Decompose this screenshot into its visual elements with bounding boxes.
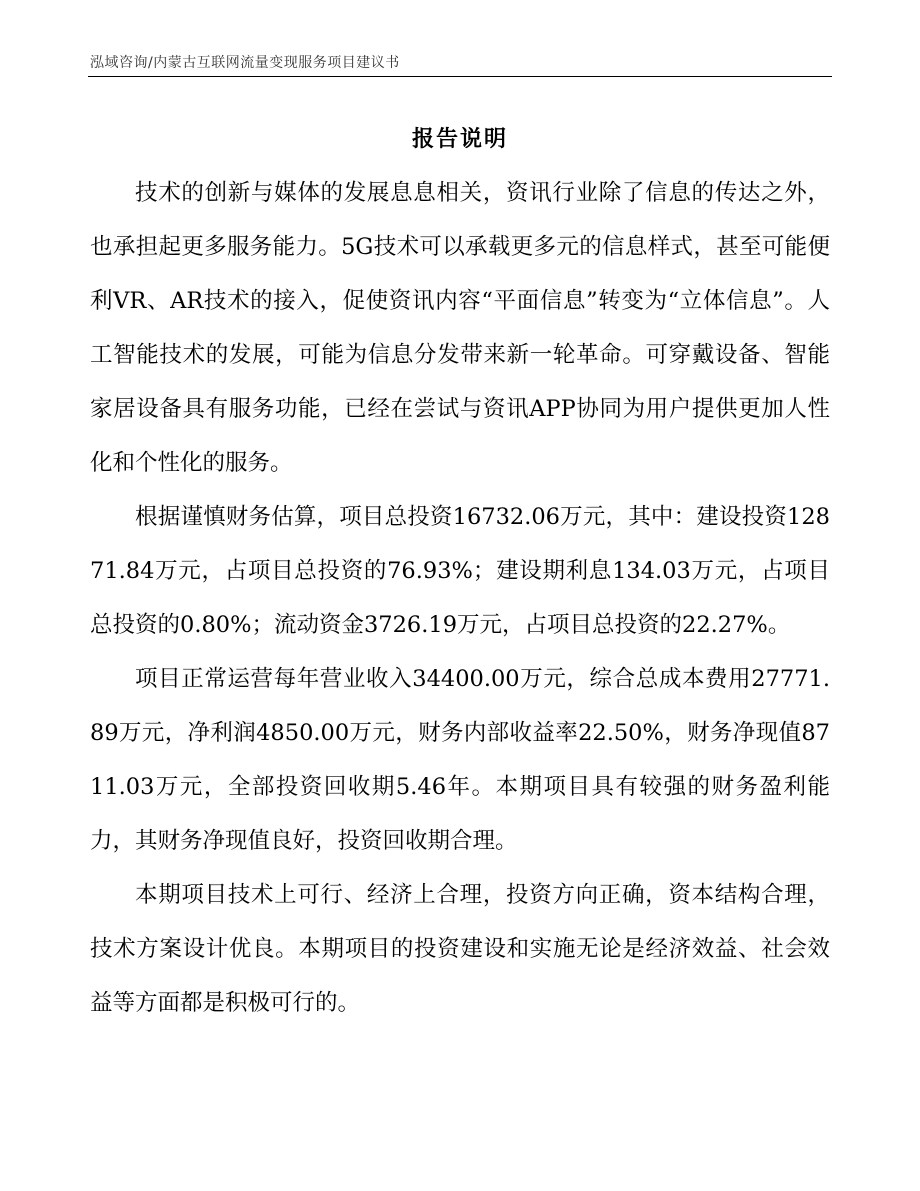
running-header: 泓域咨询/内蒙古互联网流量变现服务项目建议书 — [90, 55, 400, 71]
section-title: 报告说明 — [411, 126, 508, 152]
paragraph-intro: 技术的创新与媒体的发展息息相关，资讯行业除了信息的传达之外，也承担起更多服务能力。5G技术可以承载更多元的信息样式，甚至可能便利VR、AR技术的接入，促使资讯内容“平面信息”转变为“立体信息”。人工智能技术的发展，可能为信息分发带来新一轮革命。可穿戴设备、智能家居设备具有服务功能，已经在尝试与资讯APP协同为用户提供更加人性化和个性化的服务。 — [90, 180, 830, 476]
paragraph-revenue: 项目正常运营每年营业收入34400.00万元，综合总成本费用27771.89万元，净利润4850.00万元，财务内部收益率22.50%，财务净现值8711.03万元，全部投资回收期5.46年。本期项目具有较强的财务盈利能力，其财务净现值良好，投资回收期合理。 — [90, 666, 830, 854]
document-body — [90, 166, 830, 1030]
paragraph-conclusion: 本期项目技术上可行、经济上合理，投资方向正确，资本结构合理，技术方案设计优良。本期项目的投资建设和实施无论是经济效益、社会效益等方面都是积极可行的。 — [90, 882, 830, 1016]
header-divider — [88, 76, 832, 77]
paragraph-investment: 根据谨慎财务估算，项目总投资16732.06万元，其中：建设投资12871.84万元，占项目总投资的76.93%；建设期利息134.03万元，占项目总投资的0.80%；流动资金3726.19万元，占项目总投资的22.27%。 — [90, 504, 830, 638]
